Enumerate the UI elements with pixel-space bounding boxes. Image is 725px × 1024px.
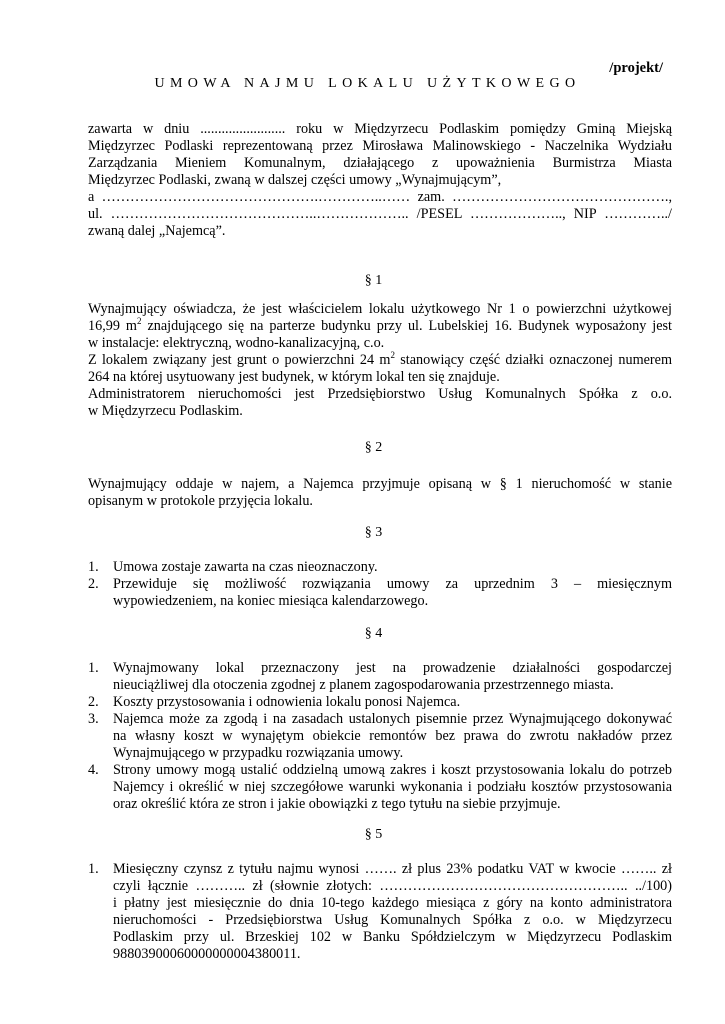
list-item-line: Podlaskim przy ul. Brzeskiej 102 w Banku Spółdzielczym w Międzyrzecu Podlaskim: [113, 929, 672, 945]
list-item-number: 1.: [88, 559, 99, 575]
intro-line: zawarta w dniu ........................ roku w Międzyrzecu Podlaskim pomiędzy Gminą Miejską: [88, 121, 672, 137]
document-title: UMOWA NAJMU LOKALU UŻYTKOWEGO: [154, 76, 581, 91]
list-item-line: nieuciążliwej dla otoczenia zgodnej z planem zagospodarowania przestrzennego miasta.: [113, 677, 614, 693]
intro-line: Międzyrzec Podlaski reprezentowaną przez Mirosława Malinowskiego - Naczelnika Wydziału: [88, 138, 672, 154]
section-1-line: w Międzyrzecu Podlaskim.: [88, 403, 243, 419]
section-4-list: [88, 660, 672, 813]
list-item-line: Najemca może za zgodą i na zasadach ustalonych pisemnie przez Wynajmującego dokonywać: [113, 711, 672, 727]
section-5-heading: § 5: [364, 827, 383, 842]
section-4-heading: § 4: [364, 626, 383, 641]
section-1-line: Z lokalem związany jest grunt o powierzchni 24 $m^2$ stanowiący część działki oznaczonej numerem: [88, 350, 672, 368]
list-item-line: czyli łącznie ……….. zł (słownie złotych: …………………………………………….. ../100): [113, 878, 672, 894]
list-item: [88, 559, 672, 576]
section-3-list: [88, 559, 672, 610]
list-item-line: Koszty przystosowania i odnowienia lokalu ponosi Najemca.: [113, 694, 461, 710]
list-item-line: na własny koszt w wynajętym obiekcie remontów bez prawa do zwrotu nakładów przez: [113, 728, 672, 744]
intro-line: Międzyrzec Podlaski, zwaną w dalszej części umowy „Wynajmującym”,: [88, 172, 502, 188]
intro-line: ul. ……………………………………..……………….. /PESEL ……………….., NIP …………../: [88, 206, 672, 222]
section-1-line: Administratorem nieruchomości jest Przedsiębiorstwo Usług Komunalnych Spółka z o.o.: [88, 386, 672, 402]
intro-paragraph: [88, 121, 672, 240]
intro-line: a ……………………………………….…………..…… zam. ……………………………………….,: [88, 189, 672, 205]
list-item-line: wypowiedzeniem, na koniec miesiąca kalendarzowego.: [113, 593, 429, 609]
list-item-line: Strony umowy mogą ustalić oddzielną umową zakres i koszt przystosowania lokalu do potrzeb: [113, 762, 672, 778]
list-item: [88, 576, 672, 610]
list-item: [88, 711, 672, 762]
list-item-number: 1.: [88, 660, 99, 676]
section-2-paragraph: [88, 476, 672, 510]
list-item-line: Umowa zostaje zawarta na czas nieoznaczony.: [113, 559, 378, 575]
list-item-number: 2.: [88, 694, 99, 710]
list-item: [88, 861, 672, 963]
list-item-line: Przewiduje się możliwość rozwiązania umowy za uprzednim 3 – miesięcznym: [113, 576, 672, 592]
section-2-heading: § 2: [364, 440, 383, 455]
intro-line: zwaną dalej „Najemcą”.: [88, 223, 226, 239]
section-2-line: Wynajmujący oddaje w najem, a Najemca przyjmuje opisaną w § 1 nieruchomość w stanie: [88, 476, 672, 492]
section-1-heading: § 1: [364, 273, 383, 288]
section-1-line: 264 na której usytuowany jest budynek, w którym lokal ten się znajduje.: [88, 369, 500, 385]
list-item-number: 1.: [88, 861, 99, 877]
list-item-line: i płatny jest miesięcznie do dnia 10-tego każdego miesiąca z góry na konto administratora: [113, 895, 672, 911]
section-3-heading: § 3: [364, 525, 383, 540]
list-item-line: Wynajmującego w przypadku rozwiązania umowy.: [113, 745, 404, 761]
section-2-line: opisanym w protokole przyjęcia lokalu.: [88, 493, 313, 509]
list-item-line: Wynajmowany lokal przeznaczony jest na prowadzenie działalności gospodarczej: [113, 660, 672, 676]
list-item: [88, 694, 672, 711]
list-item-number: 2.: [88, 576, 99, 592]
list-item-line: nieruchomości - Przedsiębiorstwa Usług Komunalnych Spółka z o.o. w Międzyrzecu: [113, 912, 672, 928]
list-item: [88, 762, 672, 813]
section-1-line: w instalacje: elektryczną, wodno-kanalizacyjną, c.o.: [88, 335, 385, 351]
list-item-line: 98803900060000000004380011.: [113, 946, 301, 962]
intro-line: Zarządzania Mieniem Komunalnym, działającego z upoważnienia Burmistrza Miasta: [88, 155, 672, 171]
section-1-line: 16,99 $m^2$ znajdującego się na parterze budynku przy ul. Lubelskiej 16. Budynek wyposażony jest: [88, 316, 672, 334]
section-5-list: [88, 861, 672, 963]
list-item: [88, 660, 672, 694]
list-item-line: Miesięczny czynsz z tytułu najmu wynosi ……. zł plus 23% podatku VAT w kwocie …….. zł: [113, 861, 672, 877]
projekt-label: /projekt/: [609, 60, 663, 76]
list-item-line: Najemcy i określić w niej szczegółowe warunki wykonania i podziału kosztów przystosowania: [113, 779, 672, 795]
list-item-line: oraz określić która ze stron i jakie obowiązki z tego tytułu na siebie przyjmuje.: [113, 796, 561, 812]
list-item-number: 3.: [88, 711, 99, 727]
list-item-number: 4.: [88, 762, 99, 778]
section-1-paragraph: [88, 301, 672, 420]
section-1-line: Wynajmujący oświadcza, że jest właścicielem lokalu użytkowego Nr 1 o powierzchni użytkowej: [88, 301, 672, 317]
